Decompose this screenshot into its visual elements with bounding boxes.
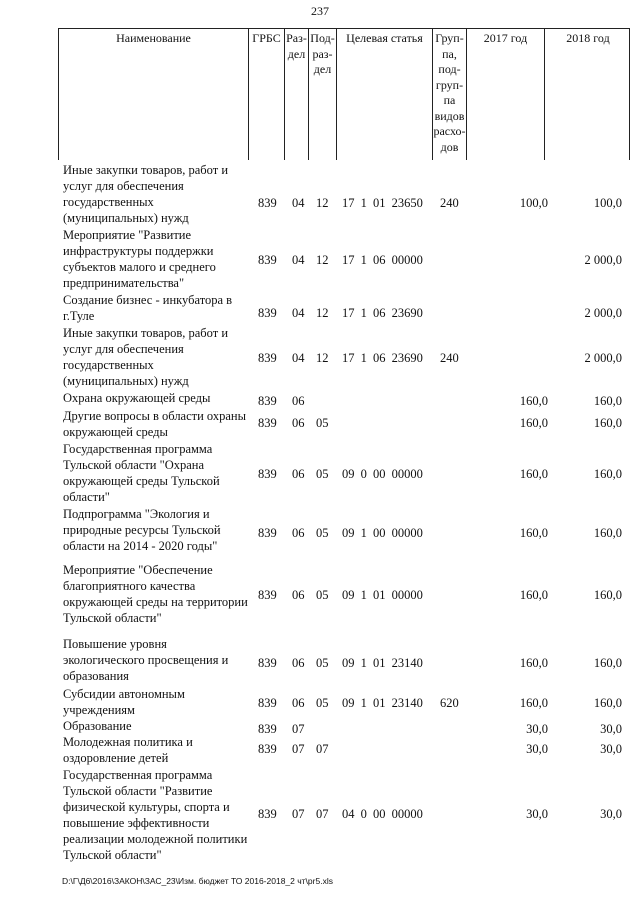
cell-tsel: 09 1 01 23140 [342, 696, 423, 710]
row-name: Мероприятие "Обеспечение благоприятного качества окружающей среды на территории Тульской области" [63, 563, 248, 625]
cell-grbs: 839 [258, 696, 277, 710]
cell-tsel: 17 1 06 23690 [342, 306, 423, 320]
cell-grbs: 839 [258, 467, 277, 481]
cell-grp: 240 [440, 351, 459, 365]
cell-razd: 07 [292, 807, 305, 821]
row-name: Иные закупки товаров, работ и услуг для обеспечения государственных (муниципальных) нужд [63, 163, 229, 225]
table-row [0, 718, 640, 734]
cell-y17: 160,0 [519, 656, 548, 670]
table-row [0, 162, 640, 226]
cell-razd: 04 [292, 196, 305, 210]
table-row [0, 734, 640, 766]
cell-tsel: 09 1 01 00000 [342, 588, 423, 602]
row-name: Повышение уровня экологического просвещения и образования [63, 637, 229, 683]
cell-tsel: 09 1 00 00000 [342, 526, 423, 540]
cell-razd: 06 [292, 526, 305, 540]
cell-podr: 12 [316, 253, 329, 267]
cell-y17: 160,0 [519, 394, 548, 408]
table-row [0, 562, 640, 626]
cell-grbs: 839 [258, 807, 277, 821]
table-row [0, 227, 640, 291]
cell-podr: 12 [316, 196, 329, 210]
cell-razd: 06 [292, 696, 305, 710]
cell-y18: 160,0 [593, 656, 622, 670]
cell-tsel: 17 1 06 23690 [342, 351, 423, 365]
cell-y17: 30,0 [526, 722, 548, 736]
cell-y18: 30,0 [600, 807, 622, 821]
row-name: Государственная программа Тульской области "Развитие физической культуры, спорта и повышение эффективности реализации молодежной политики Тульской области" [63, 768, 248, 862]
cell-razd: 04 [292, 253, 305, 267]
cell-podr: 12 [316, 306, 329, 320]
cell-y17: 30,0 [526, 807, 548, 821]
cell-podr: 05 [316, 416, 329, 430]
cell-y17: 160,0 [519, 588, 548, 602]
cell-y18: 160,0 [593, 526, 622, 540]
row-name: Иные закупки товаров, работ и услуг для обеспечения государственных (муниципальных) нужд [63, 326, 229, 388]
row-name: Субсидии автономным учреждениям [63, 687, 185, 717]
cell-y18: 30,0 [600, 722, 622, 736]
cell-razd: 04 [292, 351, 305, 365]
table-row [0, 506, 640, 554]
cell-grbs: 839 [258, 742, 277, 756]
cell-grbs: 839 [258, 196, 277, 210]
cell-y18: 2 000,0 [584, 351, 622, 365]
cell-grbs: 839 [258, 722, 277, 736]
cell-y18: 100,0 [593, 196, 622, 210]
cell-podr: 05 [316, 526, 329, 540]
cell-grbs: 839 [258, 588, 277, 602]
cell-podr: 07 [316, 742, 329, 756]
cell-grbs: 839 [258, 351, 277, 365]
cell-y18: 30,0 [600, 742, 622, 756]
cell-podr: 05 [316, 696, 329, 710]
cell-y18: 2 000,0 [584, 253, 622, 267]
cell-y18: 160,0 [593, 394, 622, 408]
cell-razd: 06 [292, 588, 305, 602]
cell-y17: 160,0 [519, 696, 548, 710]
table-row [0, 686, 640, 718]
cell-podr: 07 [316, 807, 329, 821]
cell-tsel: 17 1 06 00000 [342, 253, 423, 267]
cell-grbs: 839 [258, 306, 277, 320]
cell-y18: 160,0 [593, 696, 622, 710]
cell-y18: 160,0 [593, 467, 622, 481]
cell-razd: 06 [292, 416, 305, 430]
header-group: Груп- па, под- груп- па видов расхо- дов [433, 29, 467, 160]
cell-podr: 05 [316, 656, 329, 670]
cell-y17: 160,0 [519, 467, 548, 481]
cell-podr: 12 [316, 351, 329, 365]
header-grbs: ГРБС [249, 29, 285, 160]
header-2018: 2018 год [566, 31, 610, 45]
row-name: Государственная программа Тульской области "Охрана окружающей среды Тульской области" [63, 442, 220, 504]
cell-grbs: 839 [258, 416, 277, 430]
page-number: 237 [311, 4, 329, 18]
row-name: Охрана окружающей среды [63, 391, 211, 405]
row-name: Образование [63, 719, 132, 733]
table-row [0, 292, 640, 324]
cell-tsel: 17 1 01 23650 [342, 196, 423, 210]
table-row [0, 636, 640, 684]
table-row [0, 441, 640, 505]
cell-tsel: 09 1 01 23140 [342, 656, 423, 670]
table-row [0, 408, 640, 440]
cell-grbs: 839 [258, 526, 277, 540]
table-row [0, 767, 640, 863]
cell-razd: 06 [292, 467, 305, 481]
row-name: Молодежная политика и оздоровление детей [63, 735, 193, 765]
header-podrazdel: Под- раз- дел [309, 29, 337, 160]
header-name: Наименование [59, 29, 249, 160]
cell-razd: 06 [292, 394, 305, 408]
table-row [0, 390, 640, 406]
table-row [0, 325, 640, 389]
cell-grbs: 839 [258, 253, 277, 267]
cell-y17: 30,0 [526, 742, 548, 756]
row-name: Другие вопросы в области охраны окружающей среды [63, 409, 247, 439]
cell-grp: 620 [440, 696, 459, 710]
cell-tsel: 04 0 00 00000 [342, 807, 423, 821]
cell-y17: 100,0 [519, 196, 548, 210]
cell-podr: 05 [316, 467, 329, 481]
row-name: Подпрограмма "Экология и природные ресурсы Тульской области на 2014 - 2020 годы" [63, 507, 221, 553]
header-razdel: Раз- дел [285, 29, 309, 160]
cell-y17: 160,0 [519, 416, 548, 430]
row-name: Мероприятие "Развитие инфраструктуры поддержки субъектов малого и среднего предпринимательства" [63, 228, 216, 290]
cell-y18: 2 000,0 [584, 306, 622, 320]
cell-y18: 160,0 [593, 588, 622, 602]
row-name: Создание бизнес - инкубатора в г.Туле [63, 293, 233, 323]
cell-razd: 06 [292, 656, 305, 670]
file-path-footer: D:\Г\Д6\2016\ЗАКОН\ЗАС_23\Изм. бюджет ТО 2016-2018_2 чт\pr5.xls [62, 876, 333, 886]
header-target-article: Целевая статья [337, 29, 433, 160]
cell-grbs: 839 [258, 656, 277, 670]
cell-y17: 160,0 [519, 526, 548, 540]
cell-razd: 07 [292, 722, 305, 736]
header-2017: 2017 год [467, 29, 545, 160]
table-header [58, 28, 630, 160]
cell-razd: 07 [292, 742, 305, 756]
cell-razd: 04 [292, 306, 305, 320]
cell-tsel: 09 0 00 00000 [342, 467, 423, 481]
cell-grp: 240 [440, 196, 459, 210]
cell-grbs: 839 [258, 394, 277, 408]
cell-y18: 160,0 [593, 416, 622, 430]
cell-podr: 05 [316, 588, 329, 602]
